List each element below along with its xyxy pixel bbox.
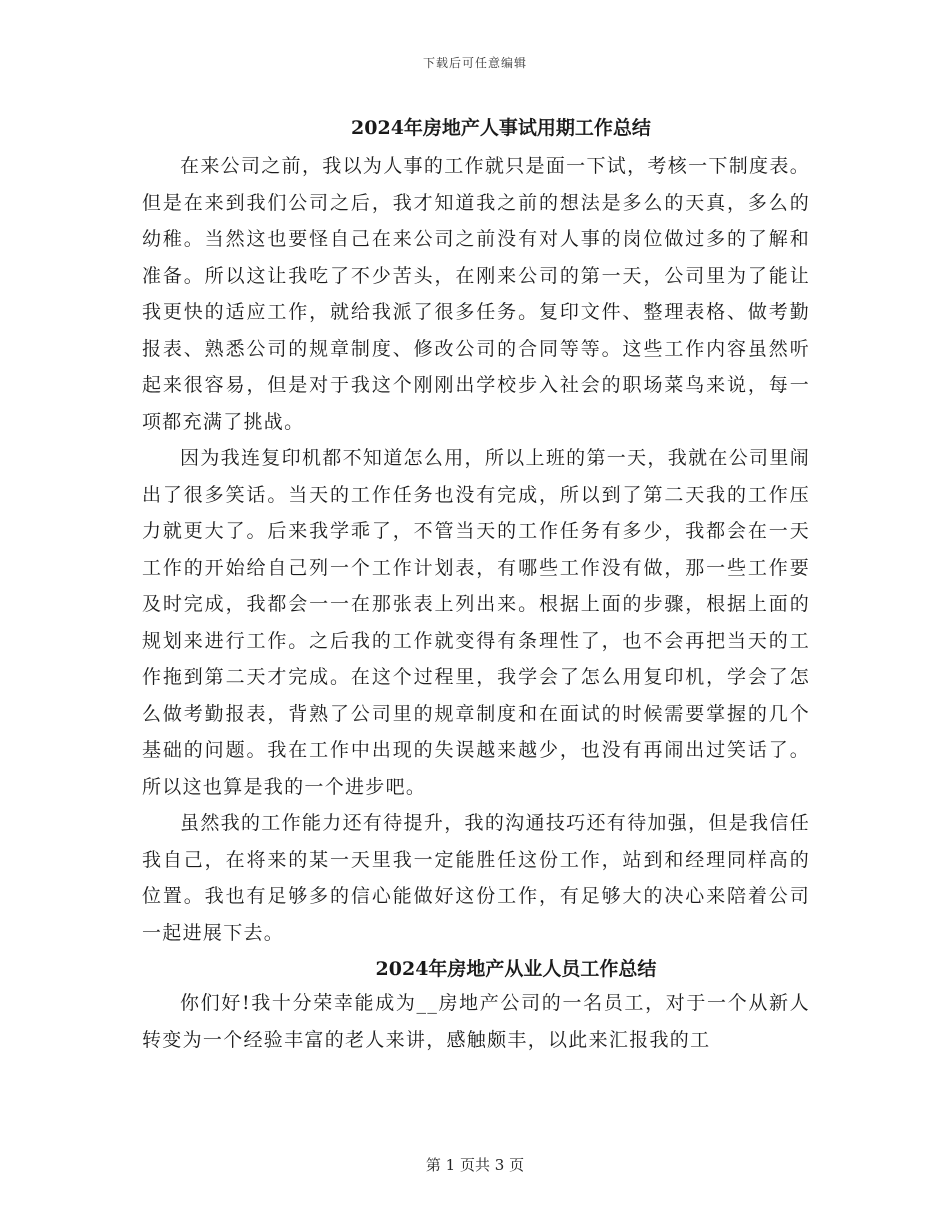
page-number: 第 1 页共 3 页: [425, 1156, 525, 1174]
paragraph: 因为我连复印机都不知道怎么用，所以上班的第一天，我就在公司里闹出了很多笑话。当天的工作任务也没有完成，所以到了第二天我的工作压力就更大了。后来我学乖了，不管当天的工作任务有多少，我都会在一天工作的开始给自己列一个工作计划表，有哪些工作没有做，那一些工作要及时完成，我都会一一在那张表上列出来。根据上面的步骤，根据上面的规划来进行工作。之后我的工作就变得有条理性了，也不会再把当天的工作拖到第二天才完成。在这个过程里，我学会了怎么用复印机，学会了怎么做考勤报表，背熟了公司里的规章制度和在面试的时候需要掌握的几个基础的问题。我在工作中出现的失误越来越少，也没有再闹出过笑话了。所以这也算是我的一个进步吧。: [142, 447, 810, 798]
document-title-2: 2024年房地产从业人员工作总结: [375, 958, 657, 980]
paragraph: 虽然我的工作能力还有待提升，我的沟通技巧还有待加强，但是我信任我自己，在将来的某一天里我一定能胜任这份工作，站到和经理同样高的位置。我也有足够多的信心能做好这份工作，有足够大的决心来陪着公司一起进展下去。: [142, 812, 810, 944]
document-body: [142, 112, 810, 1058]
paragraph: 在来公司之前，我以为人事的工作就只是面一下试，考核一下制度表。但是在来到我们公司之后，我才知道我之前的想法是多么的天真，多么的幼稚。当然这也要怪自己在来公司之前没有对人事的岗位做过多的了解和准备。所以这让我吃了不少苦头，在刚来公司的第一天，公司里为了能让我更快的适应工作，就给我派了很多任务。复印文件、整理表格、做考勤报表、熟悉公司的规章制度、修改公司的合同等等。这些工作内容虽然听起来很容易，但是对于我这个刚刚出学校步入社会的职场菜鸟来说，每一项都充满了挑战。: [142, 155, 810, 433]
document-title-1: 2024年房地产人事试用期工作总结: [351, 117, 651, 139]
paragraph: 你们好!我十分荣幸能成为__房地产公司的一名员工，对于一个从新人转变为一个经验丰富的老人来讲，感触颇丰，以此来汇报我的工: [142, 992, 810, 1051]
header-note: 下载后可任意编辑: [422, 56, 527, 70]
